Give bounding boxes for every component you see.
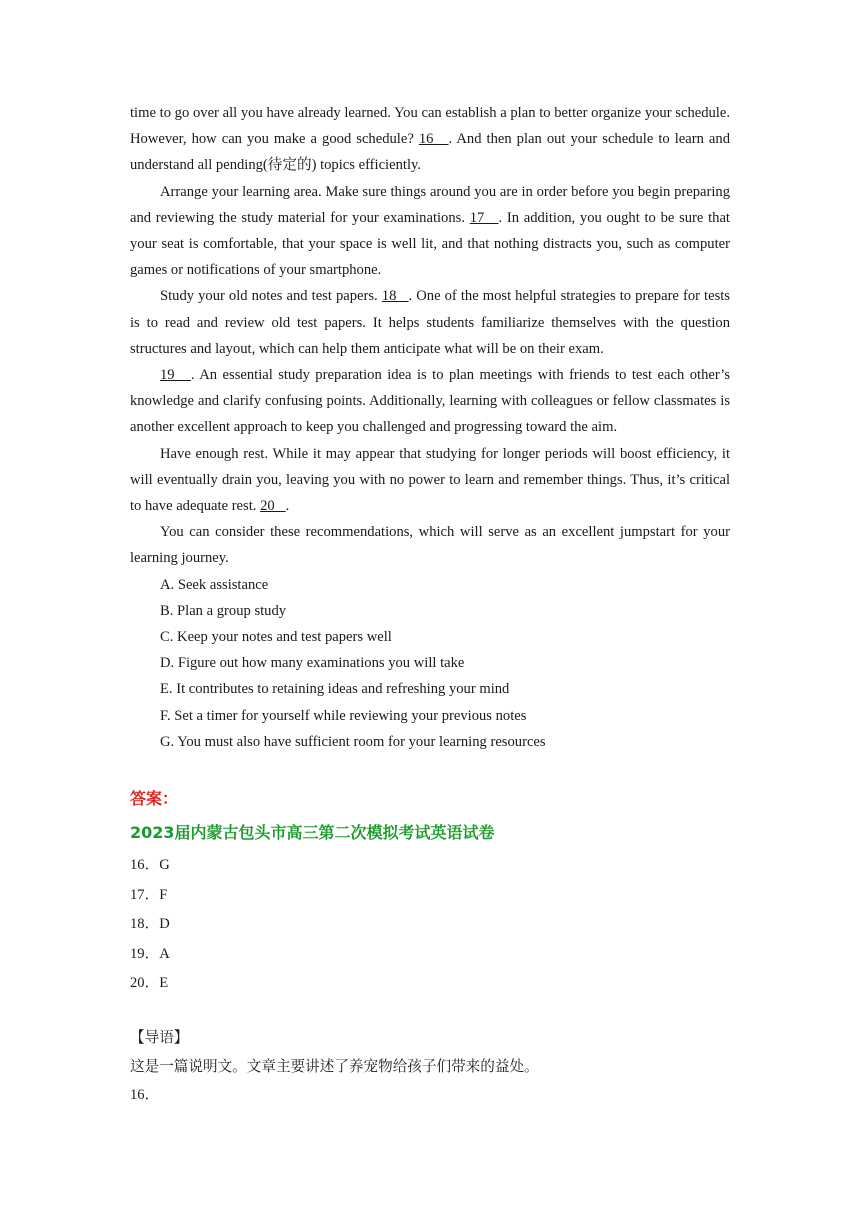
passage [130,100,730,572]
answer-item: 18．D [130,916,170,933]
passage-paragraph [130,362,730,441]
paragraph-text: . [285,498,290,515]
answer-item: 16．G [130,857,170,874]
blank-number: 19 [160,367,191,384]
answer-item: 19．A [130,945,170,962]
option-item: F. Set a timer for yourself while reviewing your previous notes [160,707,527,724]
option-item: A. Seek assistance [160,576,269,593]
paragraph-text: Study your old notes and test papers. [160,288,382,305]
passage-paragraph [130,441,730,520]
option-item: G. You must also have sufficient room for your learning resources [160,733,546,750]
passage-paragraph [130,100,730,179]
paragraph-text: Have enough rest. While it may appear that studying for longer periods will boost efficiency, it will eventually drain you, leaving you with no power to learn and remember things. Thus, it’s critical to have adequate rest. [130,445,730,515]
explanation-start: 16． [130,1086,160,1103]
blank-number: 17 [469,209,499,226]
passage-summary: 这是一篇说明文。文章主要讲述了养宠物给孩子们带来的益处。 [130,1057,539,1075]
answer-item: 17．F [130,886,168,903]
option-item: E. It contributes to retaining ideas and refreshing your mind [160,681,510,698]
passage-paragraph [130,179,730,284]
option-item: B. Plan a group study [160,602,287,619]
answer-item: 20．E [130,975,169,992]
blank-number: 20 [260,498,286,515]
option-item: C. Keep your notes and test papers well [160,629,392,646]
exam-title: 2023届内蒙古包头市高三第二次模拟考试英语试卷 [130,823,495,843]
paragraph-text: . And then plan out your schedule to learn and understand all pending(待定的) topics efficiently. [130,131,730,174]
answer-label: 答案： [130,789,179,809]
option-item: D. Figure out how many examinations you will take [160,655,465,672]
passage-paragraph [130,519,730,571]
paragraph-text: . In addition, you ought to be sure that your seat is comfortable, that your space is well lit, and that nothing distracts you, such as computer games or notifications of your smartphone. [130,209,730,279]
blank-number: 16 [418,131,449,148]
paragraph-text: time to go over all you have already learned. You can establish a plan to better organize your schedule. However, how can you make a good schedule? [130,105,730,148]
document-page [130,100,730,1110]
blank-number: 18 [381,288,409,305]
paragraph-text: Arrange your learning area. Make sure things around you are in order before you begin preparing and reviewing the study material for your examinations. [130,183,730,226]
paragraph-text: You can consider these recommendations, which will serve as an excellent jumpstart for your learning journey. [130,524,730,567]
paragraph-text: . An essential study preparation idea is to plan meetings with friends to test each other’s knowledge and clarify confusing points. Additionally, learning with colleagues or fellow classmates is another excellent approach to keep you challenged and progressing toward the aim. [130,367,730,436]
answer-key [130,851,730,999]
paragraph-text: . One of the most helpful strategies to prepare for tests is to read and review old test papers. It helps students familiarize themselves with the question structures and layout, which can help them anticipate what will be on their exam. [130,288,730,357]
passage-paragraph [130,283,730,362]
section-label: 【导语】 [130,1028,189,1046]
answer-options [130,572,730,755]
